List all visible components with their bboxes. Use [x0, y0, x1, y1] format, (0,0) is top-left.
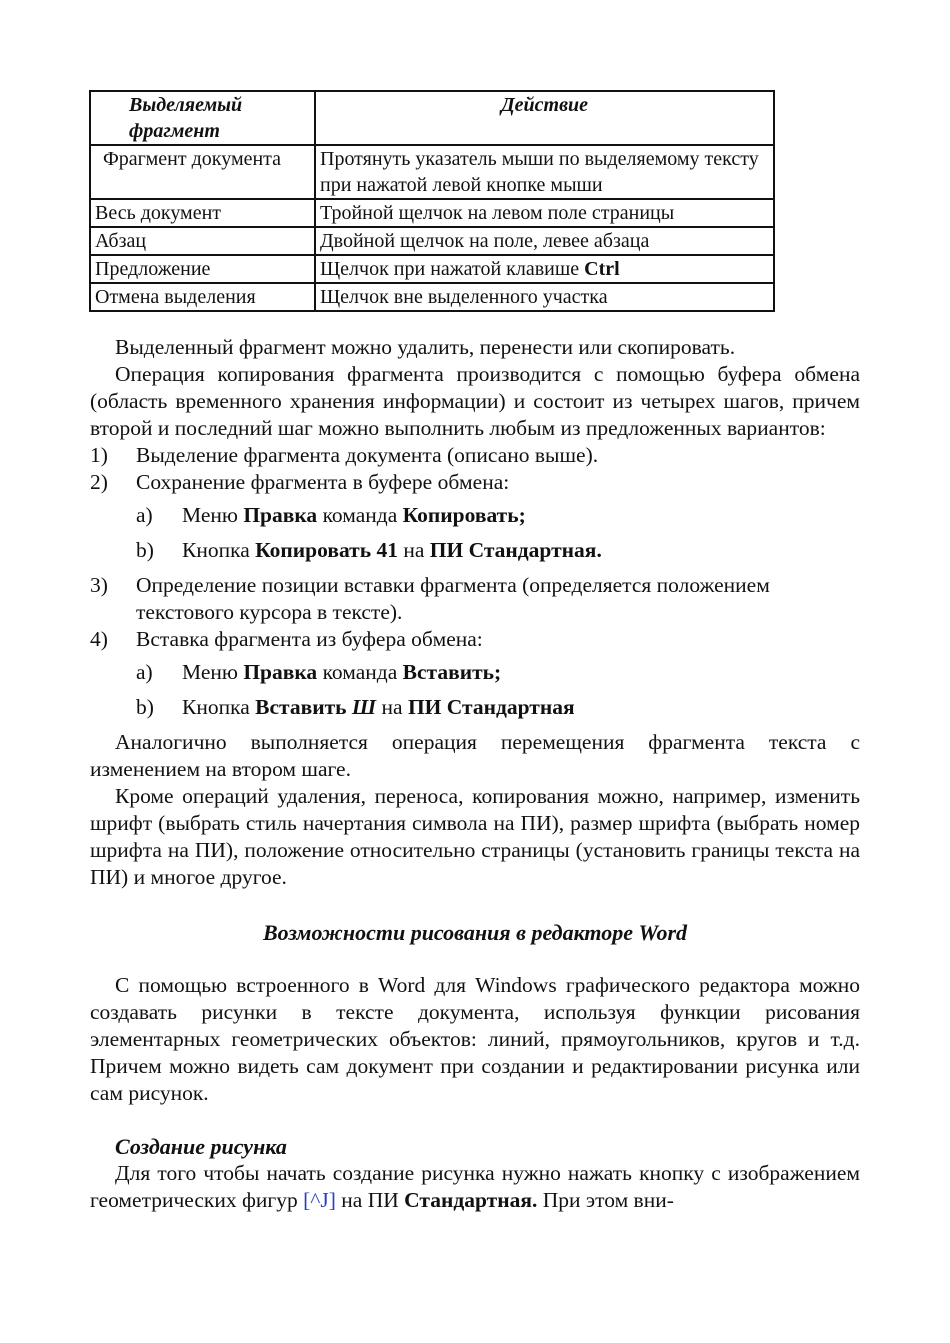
- paragraph: [90, 1160, 860, 1214]
- toolbar-name: ПИ Стандартная.: [429, 538, 602, 562]
- list-number: a): [136, 503, 153, 527]
- document-body: [90, 334, 860, 1214]
- list-item: [90, 469, 860, 496]
- table-row: [90, 283, 774, 311]
- list-number: 2): [90, 470, 108, 494]
- list-text: команда: [317, 503, 403, 527]
- list-number: 3): [90, 573, 108, 597]
- table-cell-fragment: Весь документ: [90, 199, 315, 227]
- table-cell-action: Тройной щелчок на левом поле страницы: [315, 199, 774, 227]
- selection-table: [89, 90, 775, 312]
- table-header-action: Действие: [315, 91, 774, 145]
- table-cell-action: [315, 255, 774, 283]
- table-cell-fragment: Отмена выделения: [90, 283, 315, 311]
- paste-icon: Ш: [351, 695, 377, 719]
- paragraph-text: Для того чтобы начать создание рисунка нужно нажать кнопку с изображением геометрических фигур: [90, 1161, 860, 1212]
- list-text: на: [376, 695, 408, 719]
- table-row: [90, 199, 774, 227]
- list-number: a): [136, 660, 153, 684]
- list-text: Сохранение фрагмента в буфере обмена:: [136, 470, 510, 494]
- menu-name: Правка: [243, 660, 318, 684]
- ctrl-key-label: Ctrl: [584, 258, 620, 280]
- sub-list-item: [90, 694, 860, 721]
- table-cell-fragment: Фрагмент документа: [90, 145, 315, 199]
- list-number: b): [136, 695, 154, 719]
- list-item: [90, 442, 860, 469]
- paragraph: Кроме операций удаления, переноса, копирования можно, например, изменить шрифт (выбрать стиль начертания символа на ПИ), размер шрифта (выбрать номер шрифта на ПИ), положение относительно страницы (установить границы текста на ПИ) и многое другое.: [90, 784, 860, 889]
- paragraph: Выделенный фрагмент можно удалить, перенести или скопировать.: [115, 335, 736, 359]
- list-text: Кнопка: [182, 538, 256, 562]
- table-cell-action: Двойной щелчок на поле, левее абзаца: [315, 227, 774, 255]
- paragraph: Аналогично выполняется операция перемещения фрагмента текста с изменением на втором шаге.: [90, 730, 860, 781]
- list-number: 1): [90, 443, 108, 467]
- button-name: Копировать 41: [255, 538, 398, 562]
- table-header-fragment: Выделяемый фрагмент: [90, 91, 315, 145]
- toolbar-name: Стандартная.: [404, 1188, 538, 1212]
- command-name: Вставить;: [402, 660, 502, 684]
- list-text: Меню: [182, 503, 244, 527]
- subsection-heading: Создание рисунка: [115, 1134, 287, 1159]
- list-text: Выделение фрагмента документа (описано выше).: [136, 443, 599, 467]
- paragraph: С помощью встроенного в Word для Windows графического редактора можно создавать рисунки в тексте документа, используя функции рисования элементарных геометрических объектов: линий, прямоугольников, кругов и т.д. Причем можно видеть сам документ при создании и редактировании рисунка или сам рисунок.: [90, 973, 860, 1105]
- list-text: Кнопка: [182, 695, 256, 719]
- list-text: Меню: [182, 660, 244, 684]
- list-number: b): [136, 538, 154, 562]
- list-number: 4): [90, 627, 108, 651]
- list-item: [90, 572, 860, 626]
- sub-list-item: [90, 502, 860, 529]
- command-name: Копировать;: [402, 503, 526, 527]
- drawing-icon: [^J]: [303, 1188, 336, 1212]
- table-cell-fragment: Предложение: [90, 255, 315, 283]
- list-text: команда: [317, 660, 403, 684]
- table-row: [90, 255, 774, 283]
- list-text: Определение позиции вставки фрагмента (определяется положением текстового курсора в тексте).: [136, 573, 770, 624]
- toolbar-name: ПИ Стандартная: [407, 695, 575, 719]
- sub-list-item: [90, 659, 860, 686]
- section-heading: Возможности рисования в редакторе Word: [262, 920, 688, 945]
- list-item: [90, 626, 860, 653]
- table-cell-action: Щелчок вне выделенного участка: [315, 283, 774, 311]
- sub-list-item: [90, 537, 860, 564]
- list-text: на: [397, 538, 430, 562]
- action-text: Щелчок при нажатой клавише: [320, 258, 585, 280]
- table-row: [90, 227, 774, 255]
- menu-name: Правка: [243, 503, 318, 527]
- paragraph-text: на ПИ: [335, 1188, 405, 1212]
- table-row: [90, 145, 774, 199]
- paragraph-text: При этом вни-: [537, 1188, 674, 1212]
- list-text: Вставка фрагмента из буфера обмена:: [136, 627, 483, 651]
- button-name: Вставить: [255, 695, 347, 719]
- paragraph: Операция копирования фрагмента производится с помощью буфера обмена (область временного хранения информации) и состоит из четырех шагов, причем второй и последний шаг можно выполнить любым из предложенных вариантов:: [90, 362, 860, 440]
- table-cell-fragment: Абзац: [90, 227, 315, 255]
- table-header-row: [90, 91, 774, 145]
- table-cell-action: Протянуть указатель мыши по выделяемому тексту при нажатой левой кнопке мыши: [315, 145, 774, 199]
